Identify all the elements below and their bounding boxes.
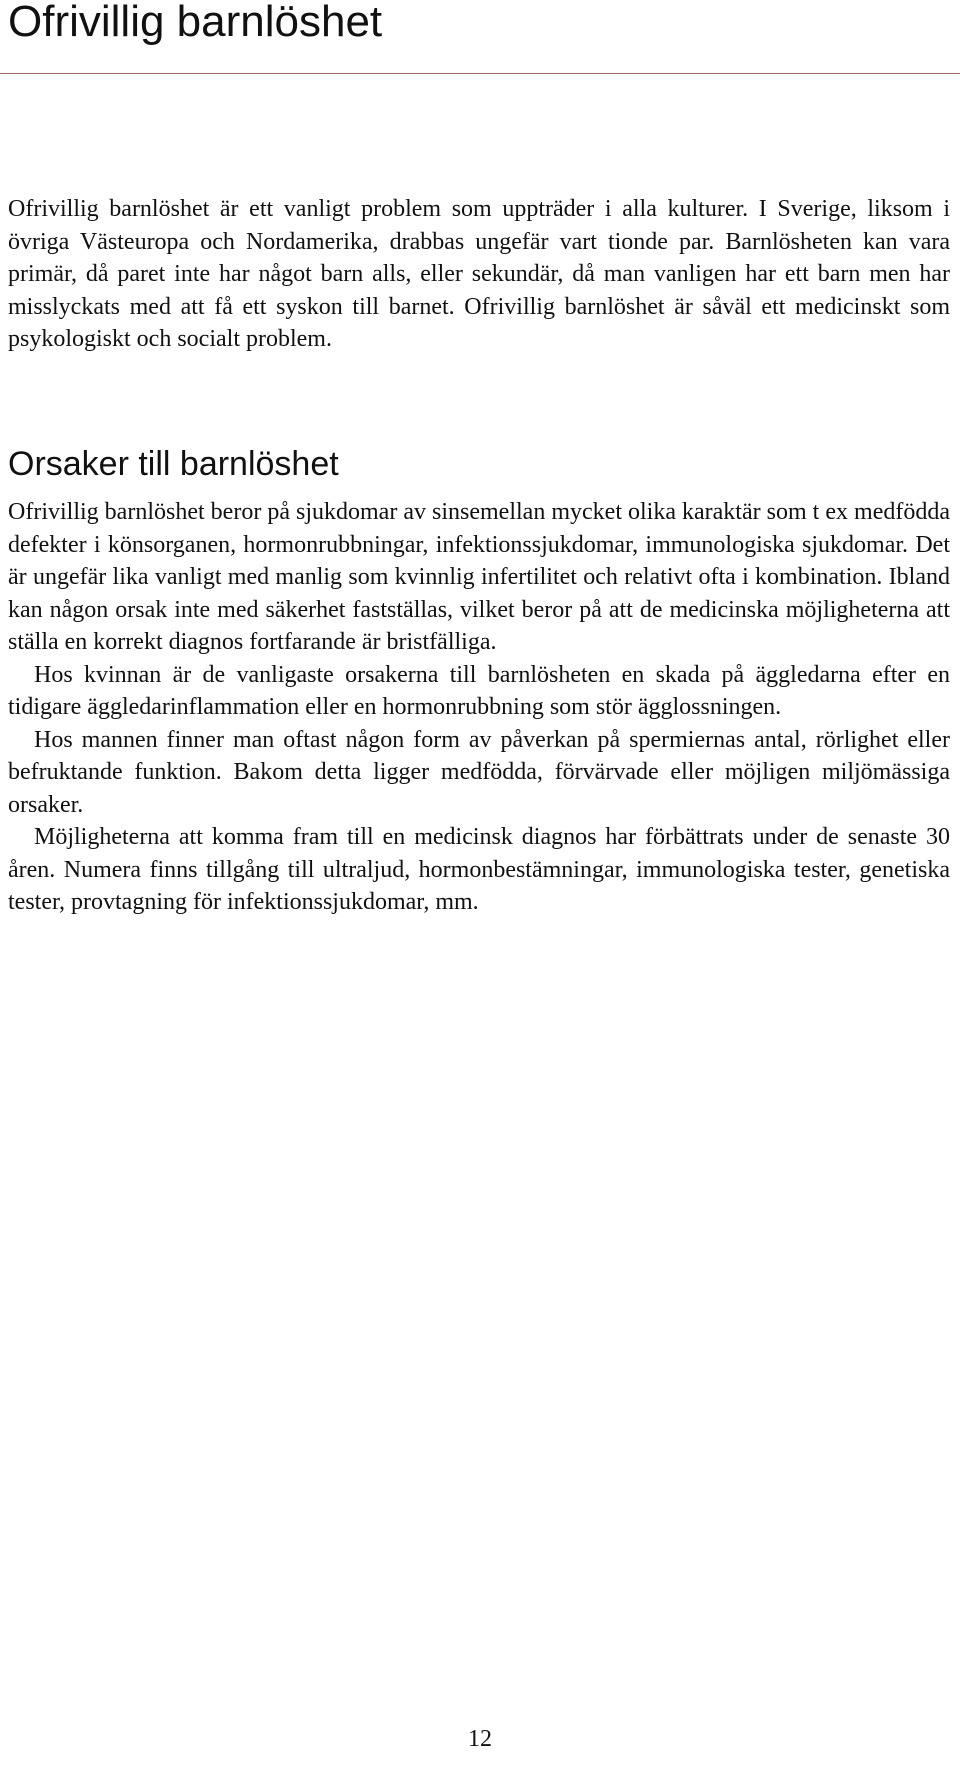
section-heading: Orsaker till barnlöshet xyxy=(8,445,339,483)
section-body xyxy=(8,496,950,919)
title-divider xyxy=(0,73,960,74)
page-title: Ofrivillig barnlöshet xyxy=(8,0,383,46)
section-paragraph-2: Hos kvinnan är de vanligaste orsakerna till barnlösheten en skada på äggledarna efter en tidigare äggledarinflammation eller en hormonrubbning som stör ägglossningen. xyxy=(8,661,950,720)
section-paragraph-3: Hos mannen finner man oftast någon form av påverkan på spermiernas antal, rörlighet eller befruktande funktion. Bakom detta ligger medfödda, förvärvade eller möjligen miljömässiga orsaker. xyxy=(8,726,950,818)
page-number: 12 xyxy=(468,1726,492,1752)
intro-paragraph: Ofrivillig barnlöshet är ett vanligt problem som uppträder i alla kulturer. I Sverige, liksom i övriga Västeuropa och Nordamerika, drabbas ungefär vart tionde par. Barnlösheten kan vara primär, då paret inte har något barn alls, eller sekundär, då man vanligen har ett barn men har misslyckats med att få ett syskon till barnet. Ofrivillig barnlöshet är såväl ett medicinskt som psykologiskt och socialt problem. xyxy=(8,196,950,352)
section-paragraph-4: Möjligheterna att komma fram till en medicinsk diagnos har förbättrats under de senaste 30 åren. Numera finns tillgång till ultraljud, hormonbestämningar, immunologiska tester, genetiska tester, provtagning för infektionssjukdomar, mm. xyxy=(8,824,950,915)
section-paragraph-1: Ofrivillig barnlöshet beror på sjukdomar av sinsemellan mycket olika karaktär som t ex medfödda defekter i könsorganen, hormonrubbningar, infektionssjukdomar, immunologiska sjukdomar. Det är ungefär lika vanligt med manlig som kvinnlig infertilitet och relativt ofta i kombination. Ibland kan någon orsak inte med säkerhet fastställas, vilket beror på att de medicinska möjligheterna att ställa en korrekt diagnos fortfarande är bristfälliga. xyxy=(8,499,950,655)
